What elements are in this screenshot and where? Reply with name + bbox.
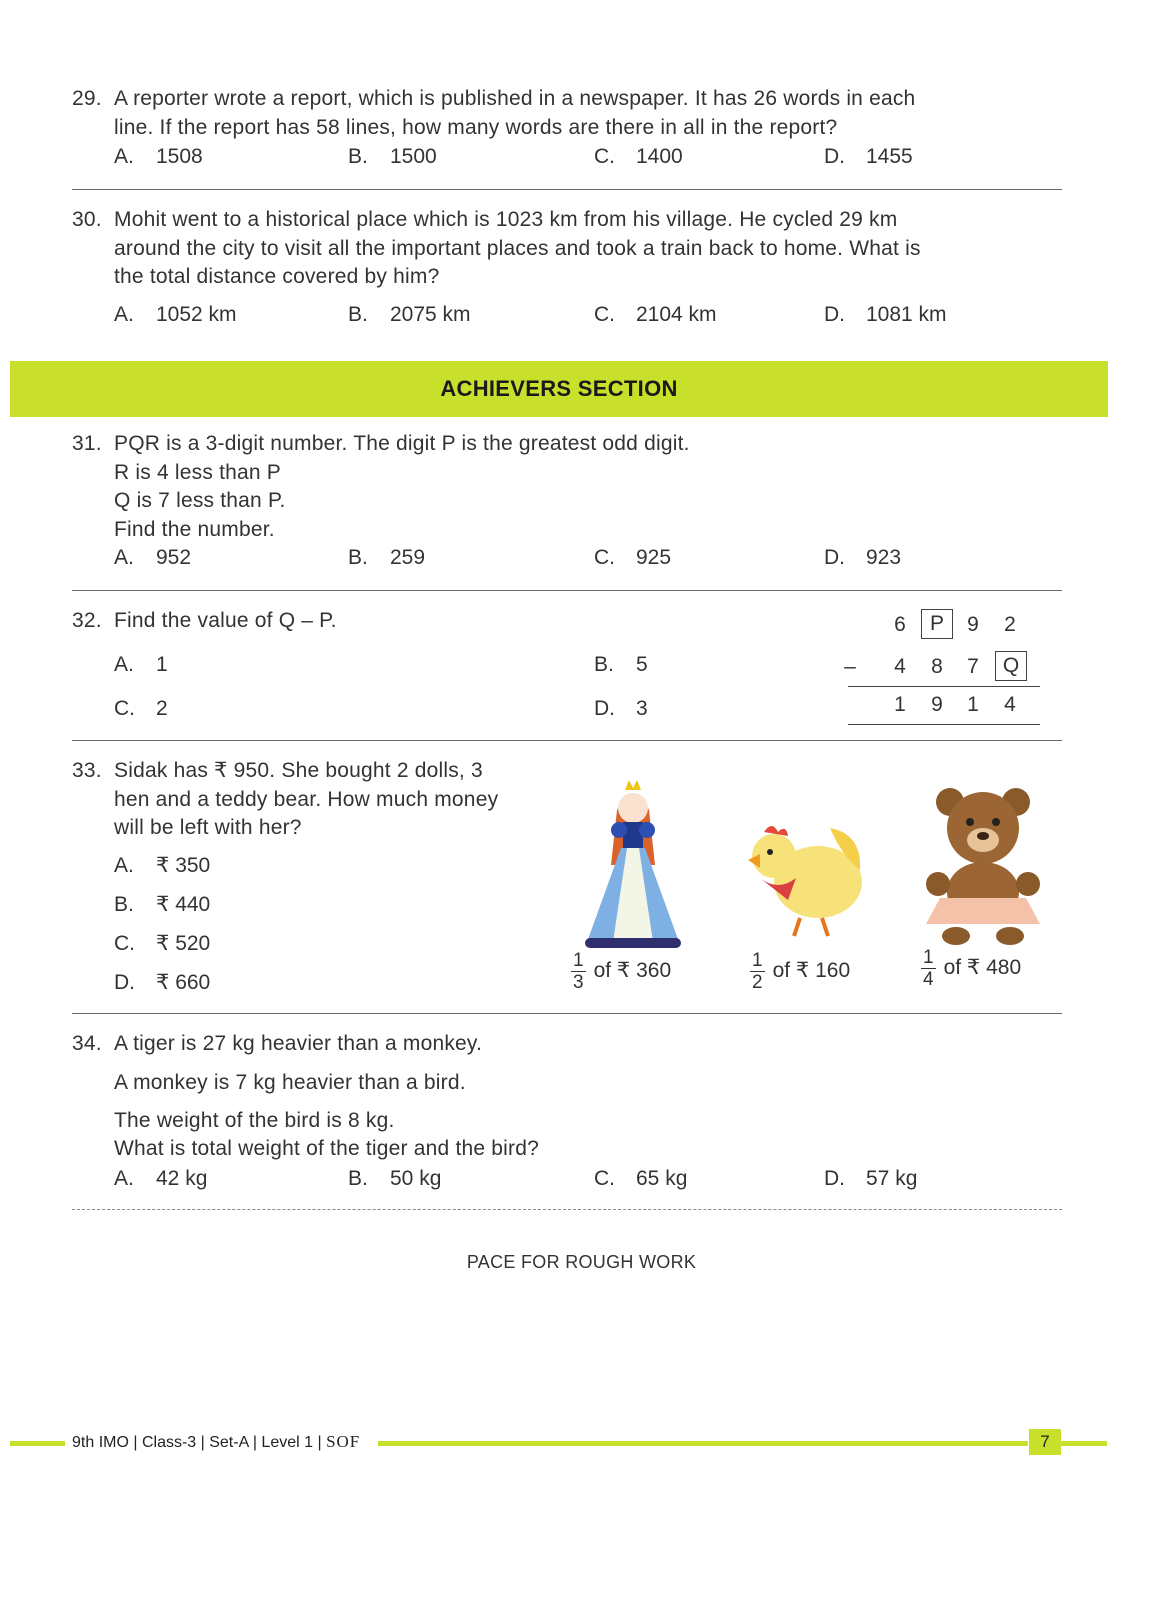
q30-line-1: Mohit went to a historical place which is 1023 km from his village. He cycled 29 km bbox=[114, 208, 898, 231]
q29-text bbox=[114, 85, 1064, 142]
q33-option-c[interactable]: C. ₹ 520 bbox=[114, 932, 211, 955]
divider bbox=[72, 590, 1062, 591]
digit-p-box: P bbox=[921, 609, 953, 639]
q31-text bbox=[114, 430, 1064, 544]
q31-line-3: Q is 7 less than P. bbox=[114, 489, 286, 512]
q32-option-d[interactable]: D. 3 bbox=[594, 697, 648, 720]
sof-logo: SOF bbox=[326, 1432, 361, 1451]
q34-option-c[interactable]: C. 65 kg bbox=[594, 1167, 688, 1190]
q30-line-3: the total distance covered by him? bbox=[114, 265, 440, 288]
divider bbox=[72, 1013, 1062, 1014]
q33-line-2: hen and a teddy bear. How much money bbox=[114, 787, 499, 811]
digit: 1 bbox=[894, 693, 906, 716]
sum-line bbox=[848, 724, 1040, 725]
q34-line-1: A tiger is 27 kg heavier than a monkey. bbox=[114, 1032, 483, 1055]
q32-option-a[interactable]: A. 1 bbox=[114, 653, 168, 676]
q34-option-a[interactable]: A. 42 kg bbox=[114, 1167, 208, 1190]
section-title: ACHIEVERS SECTION bbox=[440, 376, 678, 401]
footer-text bbox=[72, 1432, 360, 1452]
q34-number: 34. bbox=[72, 1032, 102, 1055]
hen-fraction-den: 2 bbox=[752, 972, 763, 993]
digit: 2 bbox=[1004, 613, 1016, 636]
digit-q-box: Q bbox=[995, 651, 1027, 681]
q29-option-b[interactable]: B. 1500 bbox=[348, 145, 437, 168]
hen-price-text: of ₹ 160 bbox=[772, 959, 851, 983]
digit: 4 bbox=[1004, 693, 1016, 716]
q29-option-d[interactable]: D. 1455 bbox=[824, 145, 913, 168]
digit: 9 bbox=[931, 693, 943, 716]
doll-price-text: of ₹ 360 bbox=[593, 959, 672, 983]
digit: 1 bbox=[967, 693, 979, 716]
footer-line-left bbox=[10, 1441, 65, 1446]
q32-option-b[interactable]: B. 5 bbox=[594, 653, 648, 676]
rough-work-label: PACE FOR ROUGH WORK bbox=[466, 1252, 697, 1272]
q34-line-4: What is total weight of the tiger and the bird? bbox=[114, 1137, 539, 1160]
q32-number: 32. bbox=[72, 609, 102, 632]
hen-fraction-num: 1 bbox=[752, 950, 763, 971]
q30-option-d[interactable]: D. 1081 km bbox=[824, 303, 947, 326]
q33-line-3: will be left with her? bbox=[114, 816, 302, 839]
footer-label: 9th IMO | Class-3 | Set-A | Level 1 | bbox=[72, 1434, 322, 1451]
q34-option-b[interactable]: B. 50 kg bbox=[348, 1167, 442, 1190]
q34-line-2: A monkey is 7 kg heavier than a bird. bbox=[114, 1071, 466, 1094]
q34-option-d[interactable]: D. 57 kg bbox=[824, 1167, 918, 1190]
doll-fraction-num: 1 bbox=[573, 950, 584, 971]
divider bbox=[72, 740, 1062, 741]
q31-option-a[interactable]: A. 952 bbox=[114, 546, 192, 569]
q30-text bbox=[114, 206, 1064, 292]
digit: 7 bbox=[967, 655, 979, 678]
q34-line-3: The weight of the bird is 8 kg. bbox=[114, 1109, 395, 1132]
q29-number: 29. bbox=[72, 87, 102, 110]
teddy-fraction-num: 1 bbox=[923, 947, 934, 968]
q31-option-c[interactable]: C. 925 bbox=[594, 546, 672, 569]
footer-line-right bbox=[378, 1441, 1028, 1446]
q33-line-1: Sidak has ₹ 950. She bought 2 dolls, 3 bbox=[114, 759, 483, 782]
q29-line-1: A reporter wrote a report, which is published in a newspaper. It has 26 words in each bbox=[114, 87, 916, 110]
q33-text bbox=[114, 757, 554, 843]
digit: 4 bbox=[894, 655, 906, 678]
dashed-divider bbox=[72, 1209, 1062, 1210]
q33-option-a[interactable]: A. ₹ 350 bbox=[114, 854, 211, 877]
hen-image bbox=[738, 820, 870, 948]
teddy-image bbox=[920, 780, 1046, 946]
divider bbox=[72, 189, 1062, 190]
q33-option-b[interactable]: B. ₹ 440 bbox=[114, 893, 211, 916]
digit: 9 bbox=[967, 613, 979, 636]
q30-option-b[interactable]: B. 2075 km bbox=[348, 303, 471, 326]
q30-option-a[interactable]: A. 1052 km bbox=[114, 303, 237, 326]
q33-option-d[interactable]: D. ₹ 660 bbox=[114, 971, 211, 994]
footer-line-end bbox=[1061, 1441, 1107, 1446]
doll-image bbox=[575, 770, 695, 962]
hen-price bbox=[750, 950, 850, 993]
doll-fraction-den: 3 bbox=[573, 972, 584, 993]
teddy-price bbox=[921, 947, 1021, 990]
teddy-price-text: of ₹ 480 bbox=[943, 956, 1022, 980]
q31-number: 31. bbox=[72, 432, 102, 455]
minus-sign: – bbox=[844, 655, 856, 678]
digit: 6 bbox=[894, 613, 906, 636]
q31-line-4: Find the number. bbox=[114, 517, 275, 541]
q31-line-2: R is 4 less than P bbox=[114, 460, 282, 484]
q32-option-c[interactable]: C. 2 bbox=[114, 697, 168, 720]
section-banner bbox=[10, 361, 1108, 417]
q29-line-2: line. If the report has 58 lines, how many words are there in all in the report? bbox=[114, 115, 838, 139]
q29-option-c[interactable]: C. 1400 bbox=[594, 145, 683, 168]
q32-text: Find the value of Q – P. bbox=[114, 609, 337, 632]
q30-line-2: around the city to visit all the important places and took a train back to home. What is bbox=[114, 236, 921, 260]
sum-line bbox=[848, 686, 1040, 687]
subtraction-puzzle bbox=[845, 605, 1045, 735]
q30-option-c[interactable]: C. 2104 km bbox=[594, 303, 717, 326]
page-number: 7 bbox=[1029, 1429, 1061, 1455]
q29-option-a[interactable]: A. 1508 bbox=[114, 145, 203, 168]
q30-number: 30. bbox=[72, 208, 102, 231]
q33-number: 33. bbox=[72, 759, 102, 782]
doll-price bbox=[571, 950, 671, 993]
q31-option-b[interactable]: B. 259 bbox=[348, 546, 426, 569]
q31-option-d[interactable]: D. 923 bbox=[824, 546, 902, 569]
q31-line-1: PQR is a 3-digit number. The digit P is the greatest odd digit. bbox=[114, 432, 690, 455]
digit: 8 bbox=[931, 655, 943, 678]
teddy-fraction-den: 4 bbox=[923, 969, 934, 990]
